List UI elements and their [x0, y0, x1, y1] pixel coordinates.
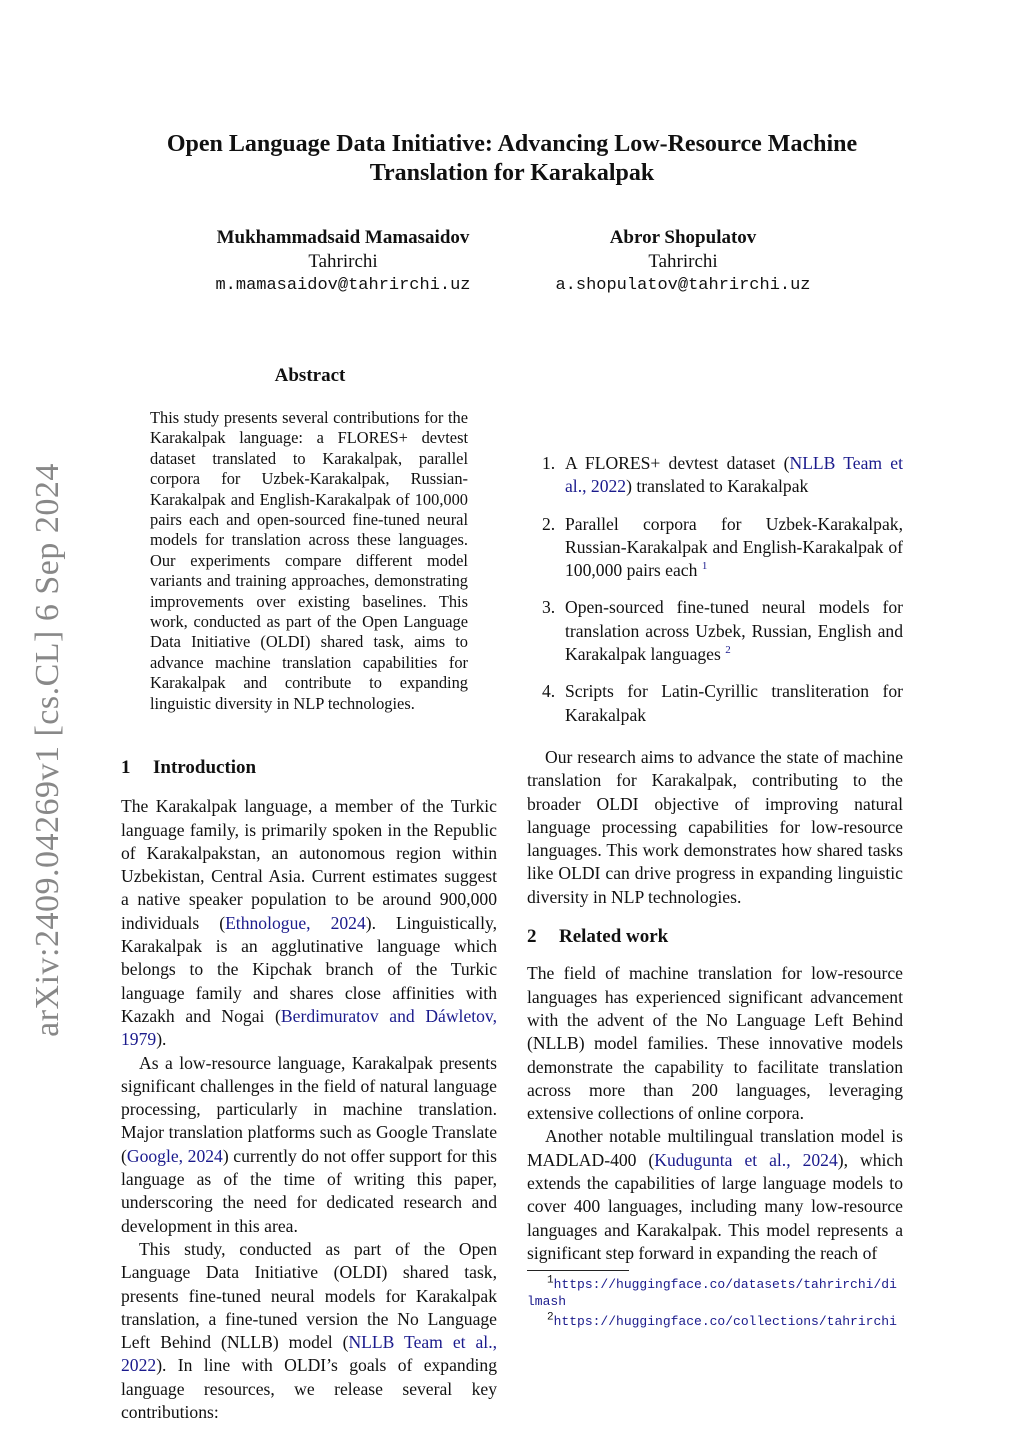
citation-link[interactable]: Ethnologue, 2024	[225, 912, 366, 933]
arxiv-id: arXiv:2409.04269v1 [cs.CL] 6 Sep 2024	[29, 463, 66, 1037]
section-title: Introduction	[153, 757, 257, 778]
list-item: 3. Open-sourced fine-tuned neural models for translation across Uzbek, Russian, English and Karakalpak languages $^2$	[542, 597, 903, 665]
related-paragraph-2: Another notable multilingual translation model is MADLAD-400 (Kudugunta et al., 2024), which extends the capabilities of large language models to cover 400 languages, including many low-resource languages and Karakalpak. This model represents a significant step forward in expanding the reach of	[527, 1126, 903, 1263]
abstract-body: This study presents several contributions for the Karakalpak language: a FLORES+ devtest dataset translated to Karakalpak, parallel corpora for Uzbek-Karakalpak, Russian-Karakalpak and English-Karakalpak of 100,000 pairs each and open-sourced fine-tuned neural models for translation across these languages. Our experiments compare different model variants and training approaches, demonstrating improvements over existing baselines. This work, conducted as part of the Open Language Data Initiative (OLDI) shared task, aims to advance machine translation capabilities for Karakalpak and contribute to expanding linguistic diversity in NLP technologies.	[150, 408, 468, 713]
section-number: 2	[527, 926, 537, 948]
author-block-1	[183, 226, 503, 298]
footnote-rule	[527, 1270, 629, 1271]
related-paragraph-1: The field of machine translation for low-resource languages has experienced significant advancement with the advent of the No Language Left Behind (NLLB) model families. These innovative models demonstrate the capability to facilitate translation across more than 200 languages, leveraging extensive collections of online corpora.	[527, 963, 903, 1124]
list-item: 1. A FLORES+ devtest dataset (NLLB Team et al., 2022) translated to Karakalpak	[542, 453, 904, 497]
footnote-mark[interactable]: 2	[725, 644, 731, 657]
citation-link[interactable]: NLLB Team et al., 2022	[121, 1332, 497, 1376]
author-affiliation: Tahrirchi	[648, 251, 718, 272]
section-number: 1	[121, 757, 131, 778]
section-heading-introduction	[121, 756, 497, 779]
citation-link[interactable]: Berdimuratov and Dáwletov, 1979	[121, 1005, 497, 1050]
footnote-url[interactable]: https://huggingface.co/datasets/tahrirchi/dilmash	[527, 1277, 897, 1309]
paper-title: Open Language Data Initiative: Advancing Low-Resource Machine Translation for Karakalpak	[166, 131, 858, 186]
research-aims-block	[527, 746, 903, 1265]
section-heading-related-work	[527, 925, 903, 948]
footnote-number: 1	[547, 1274, 554, 1287]
author-email[interactable]: m.mamasaidov@tahrirchi.uz	[215, 276, 471, 295]
left-column	[121, 756, 497, 1424]
footnote-url[interactable]: https://huggingface.co/collections/tahrirchi	[553, 1314, 897, 1329]
section-title: Related work	[559, 926, 669, 948]
footnote-number: 2	[547, 1311, 554, 1324]
list-item: 4. Scripts for Latin-Cyrillic transliteration for Karakalpak	[542, 681, 903, 725]
citation-link[interactable]: Kudugunta et al., 2024	[654, 1149, 838, 1170]
author-block-2	[523, 226, 843, 298]
aims-paragraph: Our research aims to advance the state of machine translation for Karakalpak, contributing to the broader OLDI objective of improving natural language processing capabilities for low-resource languages. This work demonstrates how shared tasks like OLDI can drive progress in expanding linguistic diversity in NLP technologies.	[527, 747, 903, 907]
arxiv-sidebar-stamp	[18, 460, 78, 1040]
footnote-1	[527, 1276, 903, 1310]
author-email[interactable]: a.shopulatov@tahrirchi.uz	[555, 276, 811, 295]
contributions-list	[527, 452, 903, 741]
abstract-heading: Abstract	[274, 365, 346, 386]
author-affiliation: Tahrirchi	[308, 251, 378, 272]
citation-link[interactable]: NLLB Team et al., 2022	[565, 453, 904, 497]
intro-paragraph-1: The Karakalpak language, a member of the Turkic language family, is primarily spoken in the Republic of Karakalpakstan, an autonomous region within Uzbekistan, Central Asia. Current estimates suggest a native speaker population to be around 900,000 individuals (Ethnologue, 2024). Linguistically, Karakalpak is an agglutinative language which belongs to the Kipchak branch of the Turkic language family and shares close affinities with Kazakh and Nogai (Berdimuratov and Dáwletov, 1979).	[121, 796, 498, 1050]
list-item: 2. Parallel corpora for Uzbek-Karakalpak, Russian-Karakalpak and English-Karakalpak of 100,000 pairs each $^1$	[542, 513, 903, 581]
author-name: Mukhammadsaid Mamasaidov	[216, 227, 470, 248]
intro-paragraph-3: This study, conducted as part of the Open Language Data Initiative (OLDI) shared task, presents fine-tuned neural models for Karakalpak translation, a fine-tuned version the No Language Left Behind (NLLB) model (NLLB Team et al., 2022). In line with OLDI’s goals of expanding language resources, we release several key contributions:	[121, 1238, 497, 1423]
author-name: Abror Shopulatov	[609, 227, 757, 248]
citation-link[interactable]: Google, 2024	[126, 1145, 223, 1166]
footnote-mark[interactable]: 1	[701, 560, 708, 573]
footnote-2	[527, 1313, 903, 1330]
intro-paragraph-2: As a low-resource language, Karakalpak presents significant challenges in the field of natural language processing, particularly in machine translation. Major translation platforms such as Google Translate (Google, 2024) currently do not offer support for this language as of the time of writing this paper, underscoring the need for dedicated research and development in this area.	[121, 1052, 498, 1236]
